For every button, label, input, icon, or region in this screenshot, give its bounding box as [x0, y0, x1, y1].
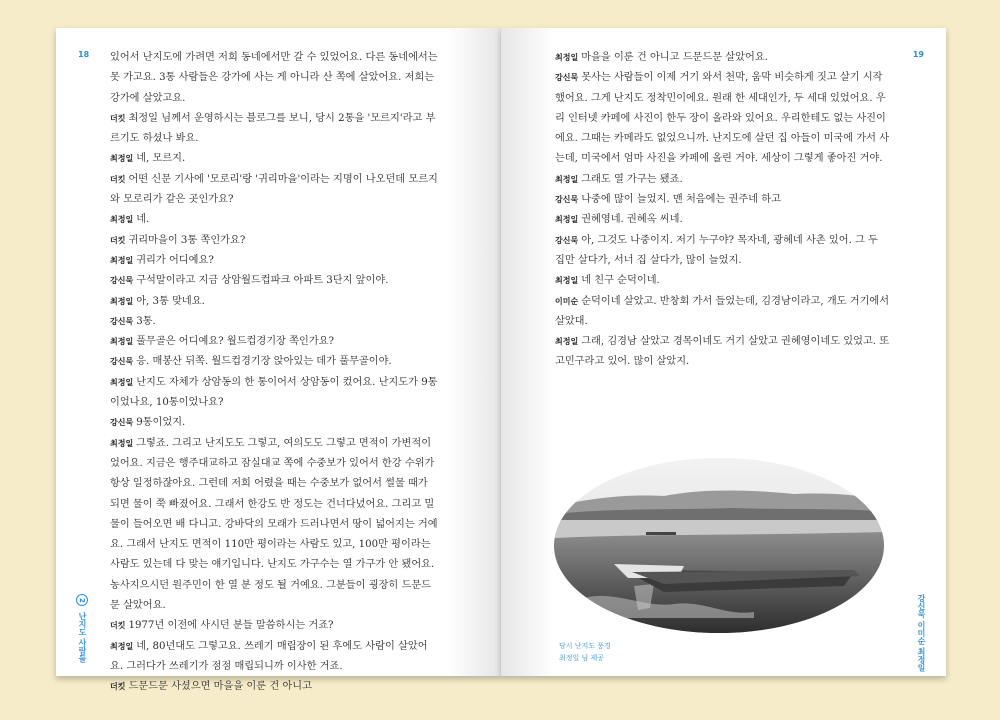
right-page-text: [555, 48, 891, 373]
dialogue-text: 네, 80년대도 그렇고요. 쓰레기 매립장이 된 후에도 사람이 살았어요. 그러다가 쓰레기가 점점 매립되니까 이사한 거죠.: [110, 640, 428, 672]
speaker-name: 강신묵: [555, 235, 579, 245]
dialogue-text: 나중에 많이 늘었지. 맨 처음에는 권주네 하고: [581, 194, 781, 206]
dialogue-paragraph: [110, 292, 440, 312]
speaker-name: 강신묵: [555, 73, 579, 83]
dialogue-paragraph: [110, 251, 440, 271]
photo-nanjido-landscape: [554, 458, 884, 633]
dialogue-text: 권혜영네. 권혜옥 씨네.: [581, 214, 683, 226]
speaker-name: 최정일: [110, 296, 134, 306]
photo-caption-title: 당시 난지도 풍경: [559, 642, 611, 650]
dialogue-paragraph: [555, 332, 891, 373]
dialogue-paragraph: [110, 677, 440, 697]
book-spread: [56, 28, 946, 693]
right-page: [501, 28, 946, 676]
speaker-name: 더킷: [110, 682, 126, 692]
chapter-title: 난지도 사람들: [78, 611, 87, 663]
speaker-name: 강신묵: [110, 357, 134, 367]
dialogue-text: 귀리가 어디예요?: [136, 254, 214, 266]
speaker-name: 최정일: [110, 255, 134, 265]
dialogue-paragraph: [110, 312, 440, 332]
chapter-badge: 2: [76, 594, 88, 606]
dialogue-paragraph: [555, 231, 891, 272]
dialogue-paragraph: [555, 170, 891, 190]
dialogue-text: 아, 그것도 나중이지. 저기 누구야? 목자네, 광혜네 사촌 있어. 그 두 집만 살다가, 서너 집 살다가, 많이 늘었지.: [555, 234, 879, 266]
speaker-name: 최정일: [555, 276, 579, 286]
speaker-name: 더킷: [110, 235, 126, 245]
dialogue-text: 드문드문 사셨으면 마을을 이룬 건 아니고: [128, 681, 312, 693]
dialogue-paragraph: [110, 637, 440, 678]
photo-caption-credit: 최정일 님 제공: [559, 654, 605, 662]
dialogue-text: 순덕이네 살았고. 반창회 가서 들었는데, 김경남이라고, 개도 거기에서 살았대.: [555, 295, 890, 327]
dialogue-text: 어떤 신문 기사에 '모로리'랑 '귀리마을'이라는 지명이 나오던데 모르지와 모로리가 같은 곳인가요?: [110, 173, 438, 206]
dialogue-paragraph: [110, 413, 440, 433]
dialogue-text: 응. 매봉산 뒤쪽. 월드컵경기장 앉아있는 데가 풀무골이야.: [136, 356, 392, 368]
dialogue-text: 1977년 이전에 사시던 분들 말씀하시는 거죠?: [128, 620, 334, 632]
dialogue-paragraph: [110, 170, 440, 211]
dialogue-text: 그렇죠. 그리고 난지도도 그렇고, 여의도도 그렇고 면적이 가변적이었어요. 지금은 행주대교하고 잠실대교 쪽에 수중보가 있어서 한강 수위가 항상 일정하잖아요. 그런데 저희 어렸을 때는 수중보가 없어서 썰물 때가 되면 물이 쭉 빠졌어요. 그래서 한강도 반 정도는 건너다녔어요. 그리고 밀물이 들어오면 배 다니고. 강바닥의 모래가 드러나면서 땅이 넓어지는 거예요. 그래서 난지도 면적이 110만 평이라는 사람도 있고, 100만 평이라는 사람도 있는데 다 맞는 얘기입니다. 난지도 가구수는 열 가구가 안 됐어요. 농사지으시던 원주민이 한 열 분 정도 될 거예요. 그분들이 굉장히 드문드문 살았어요.: [110, 437, 438, 612]
speaker-name: 최정일: [555, 215, 579, 225]
left-page: [56, 28, 501, 693]
dialogue-paragraph: [555, 68, 891, 169]
speaker-name: 더킷: [110, 113, 126, 123]
photo-caption: [559, 640, 611, 664]
speaker-name: 최정일: [555, 53, 579, 62]
dialogue-text: 3통.: [136, 315, 156, 327]
speaker-name: 최정일: [110, 377, 134, 387]
dialogue-paragraph: [110, 616, 440, 636]
dialogue-text: 풀무골은 어디예요? 월드컵경기장 쪽인가요?: [136, 336, 334, 348]
dialogue-text: 9통이었지.: [136, 417, 186, 429]
dialogue-paragraph: [110, 210, 440, 230]
speaker-name: 최정일: [110, 641, 134, 651]
speaker-name: 강신묵: [555, 195, 579, 205]
dialogue-text: 귀리마을이 3통 쪽인가요?: [128, 234, 246, 246]
dialogue-text: 그래, 김경남 살았고 경목이네도 거기 살았고 권혜영이네도 있었고. 또 고민구라고 있어. 많이 살았지.: [555, 336, 890, 368]
dialogue-paragraph: [110, 434, 440, 617]
dialogue-text: 마을을 이룬 건 아니고 드문드문 살았어요.: [581, 52, 768, 63]
speaker-name: 강신묵: [110, 316, 134, 326]
dialogue-text: 구석말이라고 지금 상암월드컵파크 아파트 3단지 앞이야.: [136, 275, 389, 287]
dialogue-text: 네.: [136, 214, 150, 226]
dialogue-text: 아, 3통 맞네요.: [136, 295, 205, 307]
dialogue-paragraph: [110, 271, 440, 291]
speaker-name: 최정일: [555, 337, 579, 347]
dialogue-text: 난지도 자체가 상암동의 한 통이어서 상암동이 컸어요. 난지도가 9통이었나요, 10통이었나요?: [110, 376, 438, 409]
dialogue-paragraph: [555, 271, 891, 291]
speaker-name: 강신묵: [110, 276, 134, 286]
dialogue-paragraph: [110, 332, 440, 352]
dialogue-paragraph: [555, 48, 891, 68]
dialogue-text: 네 친구 순덕이네.: [581, 275, 660, 287]
dialogue-paragraph: [110, 149, 440, 169]
dialogue-text: 있어서 난지도에 가려면 저희 동네에서만 갈 수 있었어요. 다른 동네에서는 못 가고요. 3통 사람들은 강가에 사는 게 아니라 산 쪽에 살았어요. 저희는 강가에 살았고요.: [110, 52, 438, 104]
speaker-name: 최정일: [110, 438, 134, 448]
dialogue-paragraph: [555, 292, 891, 333]
dialogue-paragraph: [110, 373, 440, 414]
chapter-side-label: [76, 594, 88, 663]
speaker-name: 강신묵: [110, 418, 134, 428]
dialogue-paragraph: [110, 48, 440, 109]
interviewee-side-label: 강신묵 이미순 최정일: [917, 594, 926, 672]
speaker-name: 최정일: [555, 174, 579, 184]
speaker-name: 최정일: [110, 215, 134, 225]
page-number: 18: [78, 50, 90, 59]
page-number: 19: [912, 50, 924, 59]
dialogue-text: 네, 모르지.: [136, 153, 186, 165]
dialogue-paragraph: [555, 190, 891, 210]
left-page-text: [110, 48, 440, 698]
dialogue-text: 그래도 열 가구는 됐죠.: [581, 173, 683, 185]
speaker-name: 이미순: [555, 296, 579, 306]
speaker-name: 최정일: [110, 154, 134, 164]
speaker-name: 더킷: [110, 621, 126, 631]
dialogue-text: 최정일 님께서 운영하시는 블로그를 보니, 당시 2통을 '모르지'라고 부르기도 하셨나 봐요.: [110, 112, 436, 145]
dialogue-paragraph: [110, 109, 440, 150]
dialogue-paragraph: [555, 210, 891, 230]
dialogue-paragraph: [110, 352, 440, 372]
speaker-name: 더킷: [110, 174, 126, 184]
dialogue-paragraph: [110, 231, 440, 251]
speaker-name: 최정일: [110, 337, 134, 347]
dialogue-text: 못사는 사람들이 이제 거기 와서 천막, 움막 비슷하게 짓고 살기 시작했어요. 그게 난지도 정착민이에요. 원래 한 세대인가, 두 세대 있었어요. 우리 인터넷 카페에 사진이 한두 장이 올라와 있어요. 우리한테도 없는 사진이에요. 그때는 카메라도 없었으니까. 난지도에 살던 집 아들이 미국에 가서 사는데, 미국에서 엄마 사진을 카페에 올린 거야. 세상이 그렇게 좋아진 거야.: [555, 72, 890, 165]
